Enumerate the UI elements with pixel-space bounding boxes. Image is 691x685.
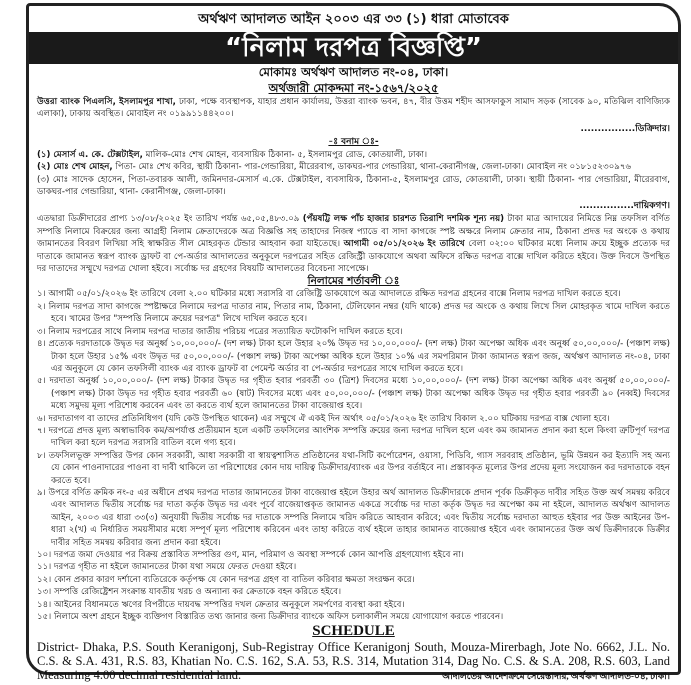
- auction-notice: [26, 3, 681, 683]
- condition-item: ১৪। আইনের বিধানমতে ঋণের বিপরীতে দায়বদ্ধ সম্পত্তির দখল ক্রেতার অনুকূলে সমর্পণের ব্যবস্থা করা হইবে।: [37, 599, 405, 610]
- condition-item: ৬। দরদাতাগণ বা তাদের প্রতিনিধিগণ (যদি কেউ উপস্থিত থাকেন) এর সম্মুখে ঐ একই দিন অর্থাৎ ০৫/০১/২০২৬ ইং তারিখ বিকাল ২.০০ ঘটিকায় দরপত্র বাক্স খোলা হবে।: [37, 413, 610, 424]
- condition-item: ৯। উপরে বর্ণিত ক্রমিক নং-৫ এর অধীনে প্রথম দরপত্র দাতার জামানতের টাকা বাজেয়াপ্ত হইলে উহার অর্থ আদালত ডিক্রীদারকে প্রদান পূর্বক ডিক্রীকৃত দাবীর সহিত উক্ত অর্থ সমন্বয় করিবে এবং আদালত দ্বিতীয় সর্বোচ্চ দর দাতা কর্তৃক উদ্বৃত দর এবং পূর্বে বাজেয়াপ্তকৃত জামানত একত্রে সর্বোচ্চ দর দাতা কর্তৃক উদ্বৃত দর অপেক্ষা কম না হইলে, আদালত অর্থঋণ আদালত আইন, ২০০৩ এর ধারা ৩৩(৩) অনুযায়ী দ্বিতীয় সর্বোচ্চ দর দাতাকে সম্পত্তি নিলামে খরিদ করিতে আহবান করিবে; এবং দ্বিতীয় সর্বোচ্চ দরদাতা আহুত হইবার পর উক্ত আইনের উপ-ধারা ২(খ) এ নির্ধারিত সময়সীমার মধ্যে সম্পূর্ণ মূল্য পরিশোধ করিবেন এবং তাহা করিতে ব্যর্থ হইলে তাহার জামানত বাজেয়াপ্ত হইবে এবং জামানতের উক্ত অর্থ ডিক্রীদারকে ডিক্রীর দাবীর সহিত সমন্বয় করিবার জন্য প্রদান করা হইবে।: [37, 487, 670, 548]
- defendant: [37, 174, 670, 199]
- defendant-text: মালিক-মোঃ শেখ মোহন, ব্যবসায়িক ঠিকানা- ৫, ইসলামপুর রোড, কোতয়ালী, ঢাকা।: [145, 149, 428, 160]
- defendant-name: (১) মেসার্স এ. কে. টেক্সটাইল,: [37, 149, 143, 160]
- intro-text: এতদ্বারা ডিক্রীদারের প্রাপ্য ১৩/০৮/২০২৫ ইং তারিখ পর্যন্ত ৬৫,০৫,৪৮৩.০৯: [37, 214, 300, 225]
- schedule-description: District- Dhaka, P.S. South Keranigonj, Sub-Registray Office Keranigonj South, Mouza-Mirerbagh, Jote No. 6662, J.L. No. C.S. & S.A. 431, R.S. 83, Khatian No. C.S. 162, S.A. 53, R.S. 314, Mutation 314, Dag No. C.S. & S.A. 208, R.S. 603, Land Measuring 4.00 decimal residential land.: [37, 640, 670, 683]
- condition-item: ১১। দরপত্র গৃহীত না হইলে জামানতের টাকা যথা সময়ে ফেরত দেওয়া হইবে।: [37, 562, 297, 573]
- condition-item: ২। নিলাম দরপত্র সাদা কাগজে স্পষ্টাক্ষরে নিলামে দরপত্র দাতার নাম, পিতার নাম, ঠিকানা, টেলিফোন নম্বর (যদি থাকে) প্রদত্ত দর অংকে ও কথায় লিখে সিল মোহরকৃত খামে দাখিল করতে হবে। খামের উপর "সম্পত্তি নিলামে ক্রয়ের দরপত্র" লিখে দাখিল করতে হবে।: [37, 301, 670, 325]
- condition-item: ১৩। সম্পত্তি রেজিষ্ট্রেশন সংক্রান্ত যাবতীয় খরচ ও অন্যান্য কর ক্রেতাকে বহন করিতে হইবে।: [37, 587, 342, 598]
- intro-text: টাকা মাত্র আদায়ের নিমিত্তে নিম্ন তফসিল বর্ণিত সম্পত্তি নিলামে বিক্রয়ের জন্য আগ্রহী নিলাম ক্রেতাদেরকে অত্র বিজ্ঞপ্তি সহ তাহাদের নিজস্ব প্যাডে বা সাদা কাগজে স্পষ্ট অক্ষরে নিলাম ক্রেতার নাম, ঠিকানা প্রদত্ত দর অংকে ও কথায় জামানতের বিবরণ লিখিয়া সহি স্বাক্ষরিত সীল মোহরকৃত টেন্ডার আহবান করা যাইতেছে।: [37, 214, 670, 250]
- schedule-text: [37, 640, 670, 682]
- versus: -ঃ বনাম ঃ-: [328, 136, 379, 147]
- conditions-title: নিলামের শর্তাবলী ঃ: [307, 275, 400, 288]
- condition-item: ৫। দরদাতা অনুর্ধ্ব ১০,০০,০০০/- (দশ লক্ষ) টাকার উদ্বৃত দর গৃহীত হবার পরবর্তী ৩০ (ত্রিশ) দিবসের মধ্যে ১০,০০,০০০/- (দশ লক্ষ) টাকা অপেক্ষা অধিক এবং অনুর্ধ্ব ৫০,০০,০০০/- (পঞ্চাশ লক্ষ) টাকা উদ্বৃত দর গৃহীত হবার পরবর্তী ৬০ (ষাট) দিবসের মধ্যে এবং ৫০,০০,০০০/- (পঞ্চাশ লক্ষ) টাকা অপেক্ষা অধিক উদ্বৃত দর গৃহীত হবার পরবর্তী ৯০ (নব্বই) দিবসের মধ্যে সমুদয় মূল্য পরিশোধ করবেন এবং তা করতে ব্যর্থ হলে জামানতের টাকা বাজেয়াপ্ত হবে।: [37, 376, 670, 412]
- conditions-list: [37, 288, 670, 623]
- defendant: [37, 149, 670, 161]
- defendant-name: (২) মোঃ শেখ মোহন,: [37, 162, 113, 173]
- court-name: মোকামঃ অর্থঋণ আদালত নং-০৪, ঢাকা।: [258, 65, 449, 79]
- plaintiff: [37, 96, 670, 121]
- plaintiff-text: ঢাকা, পক্ষে ব্যবস্থাপক, যাহার প্রধান কার্যালয়, উত্তরা ব্যাংক ভবন, ৪৭, বীর উত্তম শহীদ আসফাকুস সামাদ সড়ক (সাবেক ৯০, মতিঝিল বাণিজ্যিক এলাকা), ঢাকায় অবস্থিত। মোবাইল নং ০১৯৯১১৪৪২০০।: [37, 97, 670, 120]
- signature: আদালতের আদেশক্রমে সেরেস্তাদার, অর্থঋণ আদালত-০৪, ঢাকা।: [442, 671, 670, 682]
- condition-item: ১২। কোন প্রকার কারণ দর্শানো ব্যতিরেকে কর্তৃপক্ষ যে কোন দরপত্র গ্রহণ বা বাতিল করিবার ক্ষমতা সংরক্ষন করে।: [37, 574, 415, 585]
- defendant-name: (৩) মোঃ সাদেক হোসেন,: [37, 174, 125, 185]
- defendant: [37, 161, 670, 173]
- condition-item: ১০। দরপত্র জমা দেওয়ার পর বিক্রয় প্রস্তাবিত সম্পত্তির গুণ, মান, পরিমাণ ও অবস্থা সম্পর্কে কোন আপত্তি গ্রহণযোগ্য হইবে না।: [37, 550, 464, 560]
- plaintiff-name: উত্তরা ব্যাংক পিএলসি, ইসলামপুর শাখা,: [37, 97, 176, 107]
- condition-item: ৭। দরপত্রে প্রদত্ত মূল্য অস্বাভাবিক কম/অপর্যাপ্ত প্রতীয়মান হলে একটি তফসিলের আংশিক সম্পত্তি ক্রয়ের জন্য দরপত্র দাখিল হলে এবং কম জামানত প্রদান করা হলে কিংবা ত্রুটিপূর্ণ দরপত্র দাখিল করা হলে দরপত্র সরাসরি বাতিল বলে গণ্য হবে।: [37, 425, 670, 449]
- intro-paragraph: [37, 213, 670, 275]
- plaintiff-role: ................ডিক্রিদার।: [580, 123, 670, 134]
- case-number: অর্থজারী মোকদ্দমা নং-১৫৬৭/২০২৫: [268, 81, 439, 95]
- condition-item: ৮। তফসিলভূক্ত সম্পত্তির উপর কোন সরকারী, আধা সরকারী বা স্বায়ত্বশাসিত প্রতিষ্ঠানের যথা-সিটি কর্পোরেশন, ওয়াসা, পিডিবি, গ্যাস সরবরাহ প্রতিষ্ঠান, ভূমি উন্নয়ন কর ইত্যাদি সহ অন্য যে কোন পাওনাদারের পাওনা বা দাবী থাকিলে তা পরিশোধের কোন দায় দায়িত্ব ডিক্রীদার/ব্যাংক এর উপর বর্তাইবে না। প্রস্তাবকৃত মূল্যের উপর প্রদেয় মূল্য সংযোজন কর দরদাতাকে বহন করতে হবে।: [37, 450, 670, 486]
- defendant-text: পিতা- মোঃ শেখ কবির, স্থায়ী ঠিকানা- পার-গেন্ডারিয়া, মীরেরবাগ, ডাকঘর-পার গেন্ডারিয়া, থানা-কেরানীগঞ্জ, জেলা-ঢাকা। মোবাইল নং ০১৮১৫২৩০৯৭৬: [115, 162, 632, 173]
- condition-item: ১৫। নিলামে অংশ গ্রহনে ইচ্ছুক ব্যক্তিগণ বিস্তারিত তথ্য জানার জন্য ডিক্রীদার ব্যাংকে অফিস চলাকালীন সময়ে যোগাযোগ করতে পারবেন।: [37, 612, 504, 623]
- schedule-title: SCHEDULE: [312, 623, 395, 640]
- condition-item: ৪। প্রত্যেক দরদাতাকে উদ্বৃত দর অনুর্ধ্ব ১০,০০,০০০/- (দশ লক্ষ) টাকা হলে উহার ২০% উদ্বৃত দর ১০,০০,০০০/- (দশ লক্ষ) টাকা অপেক্ষা অধিক এবং অনুর্ধ্ব ৫০,০০,০০০/- (পঞ্চাশ লক্ষ) টাকা হলে উহার ১৫% এবং উদ্বৃত দর ৫০,০০,০০০/- (পঞ্চাশ লক্ষ) টাকা অপেক্ষা অধিক হলে উহার ১০% এর সমপরিমান টাকা জামানত স্বরূপ জজ, অর্থঋণ আদালত নং-০৪, ঢাকা এর অনুকূলে যে কোন তফসিলী ব্যাংক এর ব্যাংক ড্রাফট বা পেমেন্ট অর্ডার বা পে-অর্ডার দরপত্রের সাথে দাখিল করতে হবে।: [37, 339, 670, 374]
- notice-title: “নিলাম দরপত্র বিজ্ঞপ্তি”: [29, 32, 678, 64]
- defendants-role: ................দায়িকগণ।: [579, 201, 670, 212]
- deadline-date: আগামী ০৫/০১/২০২৬ ইং তারিখে: [343, 239, 465, 250]
- condition-item: ৩। নিলাম দরপত্রের সাথে নিলাম দরপত্র দাতার জাতীয় পরিচয় পত্রের সত্যায়িত ফটোকপি দাখিল করতে হবে।: [37, 326, 403, 337]
- amount-in-words: (পঁয়ষট্টি লক্ষ পাঁচ হাজার চারশত তিরাশি দশমিক শূন্য নয়): [302, 214, 505, 225]
- condition-item: ১। আগামী ০৫/০১/২০২৬ ইং তারিখে বেলা ২.০০ ঘটিকার মধ্যে সরাসরি বা রেজিষ্ট্রি ডাকযোগে অত্র আদালতে রক্ষিত দরপত্র গ্রহনের বাক্সে নিলাম দরপত্র দাখিল করতে হবে।: [37, 289, 621, 300]
- intro-text: বেলা ০২:০০ ঘটিকার মধ্যে নিলাম ক্রয়ে ইচ্ছুক প্রত্যেক দর দাতাকে জামানত স্বরূপ ব্যাংক ড্রাফট বা পে-অর্ডার আদালতের অনুকূলে দরপত্রের সহিত রেজিস্ট্রী ডাকযোগে অথবা অফিসে রক্ষিত দরপত্র বাক্সে দাখিল করিতে হইবে। উক্ত দিবসে উপস্থিত দর দাতাদের সম্মুখে দরপত্র খোলা হইবে। সর্বোচ্চ দর গ্রহণের বিষয়টি আদালতের বিবেচনা সাপেক্ষে।: [37, 239, 671, 275]
- law-line: অর্থঋণ আদালত আইন ২০০৩ এর ৩৩ (১) ধারা মোতাবেক: [198, 12, 509, 27]
- defendant-text: পিতা-তবারক আলী, জমিনদার-মেসার্স এ.কে. টেক্সটাইল, ব্যবসায়িক, ঠিকানা-৫, ইসলামপুর রোড, কোতয়ালী, ঢাকা। স্থায়ী ঠিকানা- পার গেন্ডারিয়া, মীরেরবাগ, ডাকঘর-পার গেন্ডারিয়া, থানা- কেরানীগঞ্জ, জেলা-ঢাকা।: [37, 174, 670, 198]
